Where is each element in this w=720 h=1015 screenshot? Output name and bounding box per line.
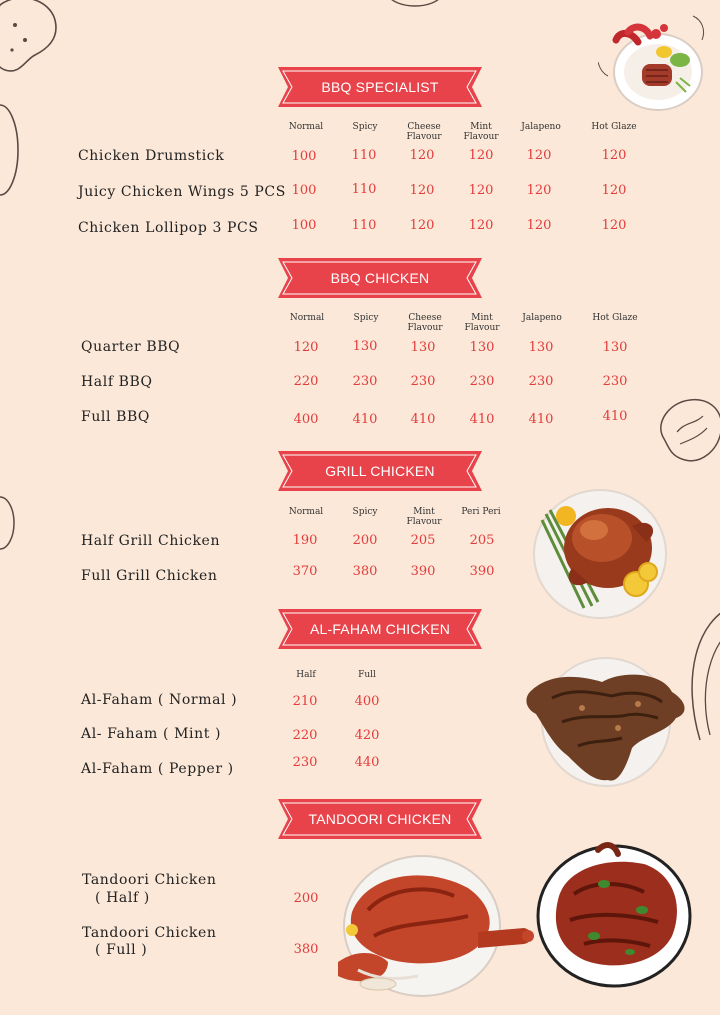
menu-item-price: 120 xyxy=(409,183,435,198)
menu-item-price: 130 xyxy=(410,340,436,355)
menu-item-price: 120 xyxy=(468,148,494,163)
menu-item-price: 120 xyxy=(526,218,552,233)
menu-item-price: 390 xyxy=(469,564,495,579)
menu-item-name: Half Grill Chicken xyxy=(81,533,221,549)
menu-item-name: Full Grill Chicken xyxy=(81,568,218,584)
menu-item-name: Full BBQ xyxy=(81,409,150,425)
menu-item-price: 100 xyxy=(291,218,317,233)
menu-item-name-suffix: ( Half ) xyxy=(95,890,150,906)
menu-item-name: Al-Faham ( Normal ) xyxy=(81,692,238,708)
menu-item-price: 205 xyxy=(410,533,436,548)
menu-item-price: 120 xyxy=(293,340,319,355)
menu-item-name: Al-Faham ( Pepper ) xyxy=(81,761,234,777)
menu-item-price: 130 xyxy=(528,340,554,355)
menu-item-price: 130 xyxy=(602,340,628,355)
column-header: Normal xyxy=(288,122,324,132)
plate-sketch-icon xyxy=(0,495,20,555)
menu-item-price: 100 xyxy=(291,149,317,164)
menu-item-price: 120 xyxy=(601,218,627,233)
menu-item-price: 200 xyxy=(293,891,319,906)
menu-item-price: 440 xyxy=(354,755,380,770)
column-header: Mint Flavour xyxy=(463,122,499,142)
column-header: Spicy xyxy=(353,313,379,323)
column-header: Jalapeno xyxy=(522,313,562,323)
section-banner-al-faham-chicken xyxy=(278,609,482,649)
menu-item-price: 130 xyxy=(352,339,378,354)
menu-item-price: 230 xyxy=(292,755,318,770)
section-title: BBQ SPECIALIST xyxy=(321,79,439,95)
column-header: Normal xyxy=(288,507,324,517)
menu-item-name: Chicken Lollipop 3 PCS xyxy=(78,220,259,236)
menu-item-name: Al- Faham ( Mint ) xyxy=(81,726,222,742)
column-header: Spicy xyxy=(352,507,378,517)
menu-item-price: 120 xyxy=(468,218,494,233)
menu-item-price: 230 xyxy=(602,374,628,389)
menu-item-price: 230 xyxy=(352,374,378,389)
menu-item-price: 110 xyxy=(351,182,377,197)
bbq-platter-image xyxy=(598,12,710,112)
section-banner-grill-chicken xyxy=(278,451,482,491)
menu-item-name: Tandoori Chicken xyxy=(82,872,217,888)
column-header: Hot Glaze xyxy=(591,122,637,132)
section-title: TANDOORI CHICKEN xyxy=(308,811,452,827)
menu-item-price: 120 xyxy=(468,183,494,198)
menu-item-price: 410 xyxy=(352,412,378,427)
section-title: GRILL CHICKEN xyxy=(325,463,435,479)
section-title: BBQ CHICKEN xyxy=(330,270,430,286)
menu-item-price: 230 xyxy=(410,374,436,389)
column-header: Hot Glaze xyxy=(592,313,638,323)
menu-item-price: 410 xyxy=(469,412,495,427)
tandoori-pieces-plate-image xyxy=(534,840,694,988)
tandoori-chicken-plate-image xyxy=(328,852,534,1000)
column-header: Cheese Flavour xyxy=(406,122,442,142)
section-title: AL-FAHAM CHICKEN xyxy=(309,621,451,637)
meat-sketch-icon xyxy=(0,0,65,80)
section-banner-tandoori-chicken xyxy=(278,799,482,839)
menu-item-price: 120 xyxy=(409,148,435,163)
menu-item-price: 420 xyxy=(354,728,380,743)
section-banner-bbq-specialist xyxy=(278,67,482,107)
menu-item-price: 110 xyxy=(351,148,377,163)
menu-item-price: 230 xyxy=(528,374,554,389)
menu-item-price: 230 xyxy=(469,374,495,389)
menu-item-price: 210 xyxy=(292,694,318,709)
column-header: Mint Flavour xyxy=(406,507,442,527)
menu-item-price: 120 xyxy=(526,148,552,163)
menu-item-price: 390 xyxy=(410,564,436,579)
menu-item-price: 370 xyxy=(292,564,318,579)
section-banner-bbq-chicken xyxy=(278,258,482,298)
menu-item-price: 100 xyxy=(291,183,317,198)
menu-item-name: Tandoori Chicken xyxy=(82,925,217,941)
menu-item-price: 410 xyxy=(410,412,436,427)
menu-item-price: 220 xyxy=(293,374,319,389)
column-header: Jalapeno xyxy=(521,122,561,132)
menu-item-price: 400 xyxy=(354,694,380,709)
menu-item-price: 120 xyxy=(601,183,627,198)
menu-item-name: Half BBQ xyxy=(81,374,153,390)
menu-item-price: 120 xyxy=(601,148,627,163)
menu-item-price: 205 xyxy=(469,533,495,548)
menu-item-price: 120 xyxy=(526,183,552,198)
al-faham-chicken-plate-image xyxy=(522,652,690,790)
column-header: Mint Flavour xyxy=(464,313,500,333)
menu-item-name: Quarter BBQ xyxy=(81,339,181,355)
column-header: Normal xyxy=(289,313,325,323)
menu-item-price: 380 xyxy=(293,942,319,957)
menu-item-price: 190 xyxy=(292,533,318,548)
menu-item-price: 400 xyxy=(293,412,319,427)
grilled-chicken-plate-image xyxy=(532,486,670,622)
menu-item-price: 380 xyxy=(352,564,378,579)
steak-sketch-icon xyxy=(655,392,720,467)
bowl-sketch-icon xyxy=(385,0,445,12)
menu-item-price: 410 xyxy=(528,412,554,427)
column-header: Cheese Flavour xyxy=(407,313,443,333)
column-header: Peri Peri xyxy=(461,507,501,517)
menu-item-price: 200 xyxy=(352,533,378,548)
menu-item-price: 410 xyxy=(602,409,628,424)
menu-item-price: 130 xyxy=(469,340,495,355)
menu-item-name: Juicy Chicken Wings 5 PCS xyxy=(78,184,286,200)
menu-item-price: 110 xyxy=(351,218,377,233)
column-header: Half xyxy=(296,670,316,680)
menu-item-name-suffix: ( Full ) xyxy=(95,942,148,958)
column-header: Full xyxy=(358,670,376,680)
menu-item-price: 220 xyxy=(292,728,318,743)
column-header: Spicy xyxy=(352,122,378,132)
menu-item-name: Chicken Drumstick xyxy=(78,148,225,164)
plate-sketch-icon xyxy=(0,100,25,200)
menu-item-price: 120 xyxy=(409,218,435,233)
